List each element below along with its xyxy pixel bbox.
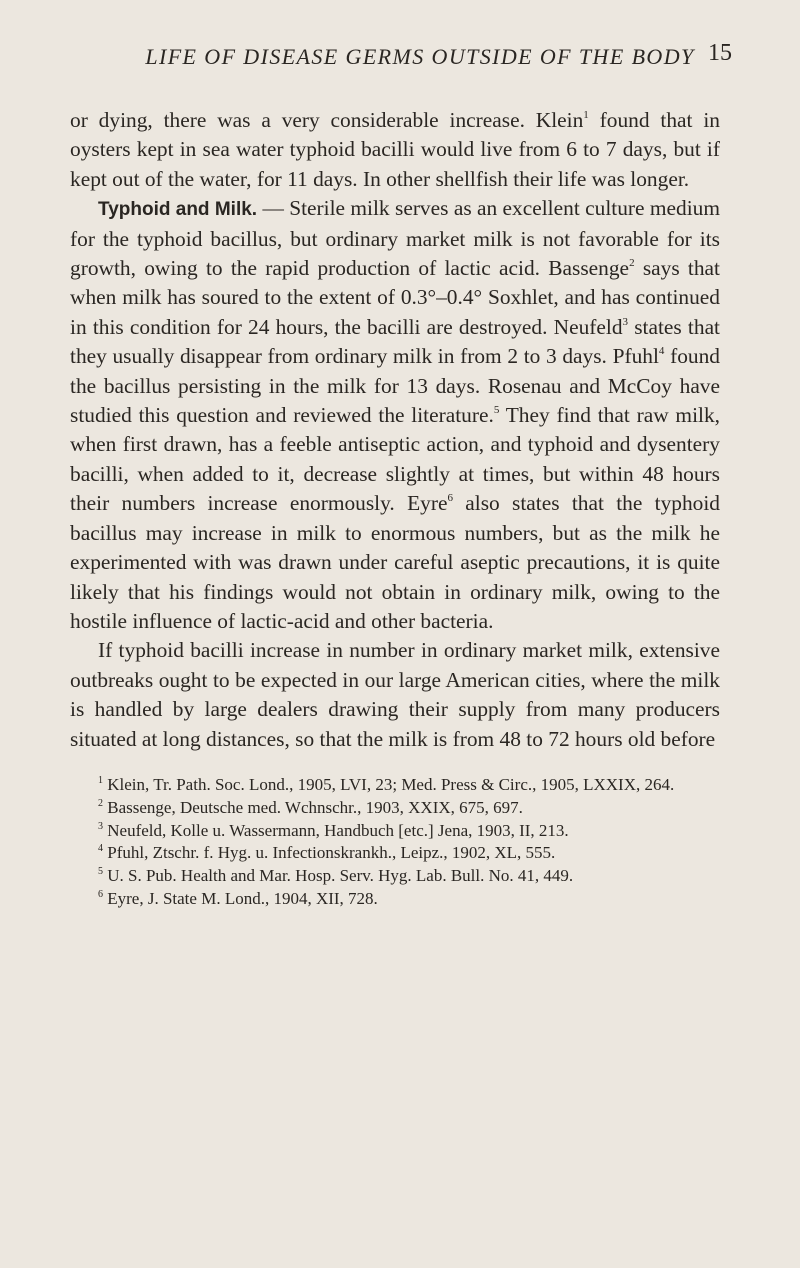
p2-text-b: says that when milk has soured to the extent of 0.3°–0.4° Soxhlet, and has continued in this condition for 24 hours, the bacilli are destroyed. Neufeld bbox=[70, 256, 720, 339]
footnote-3 bbox=[70, 820, 720, 843]
footnote-ref-1: 1 bbox=[583, 109, 589, 121]
footnote-ref-2: 2 bbox=[629, 257, 635, 270]
footnote-text: Pfuhl, Ztschr. f. Hyg. u. Infectionskrankh., Leipz., 1902, XL, 555. bbox=[103, 843, 556, 863]
footnote-text: Neufeld, Kolle u. Wassermann, Handbuch [etc.] Jena, 1903, II, 213. bbox=[103, 820, 569, 840]
p2-text-e: They find that raw milk, when first drawn, has a feeble antiseptic action, and typhoid and dysentery bacilli, when added to it, decrease slightly at times, but within 48 hours their numbers increase enormously. Eyre bbox=[70, 403, 720, 516]
footnote-text: Klein, Tr. Path. Soc. Lond., 1905, LVI, 23; Med. Press & Circ., 1905, LXXIX, 264. bbox=[103, 774, 675, 794]
p2-text-a: — Sterile milk serves as an excellent culture medium for the typhoid bacillus, but ordinary market milk is not favorable for its growth, owing to the rapid production of lactic acid. Bassenge bbox=[70, 196, 720, 281]
paragraph-3: If typhoid bacilli increase in number in ordinary market milk, extensive outbreaks ought to be expected in our large American cities, where the milk is handled by large dealers drawing their supply from many producers situated at long distances, so that the milk is from 48 to 72 hours old before bbox=[70, 638, 720, 751]
footnote-number: 2 bbox=[98, 797, 103, 809]
footnote-text: Bassenge, Deutsche med. Wchnschr., 1903, XXIX, 675, 697. bbox=[103, 797, 523, 817]
footnote-number: 3 bbox=[98, 820, 103, 832]
footnote-4 bbox=[70, 842, 720, 865]
footnote-number: 4 bbox=[98, 843, 103, 855]
footnotes bbox=[70, 774, 720, 911]
section-heading-typhoid-milk: Typhoid and Milk. bbox=[98, 199, 258, 221]
footnote-1 bbox=[70, 774, 720, 797]
footnote-number: 1 bbox=[98, 774, 103, 786]
footnote-ref-3: 3 bbox=[622, 315, 629, 328]
page-number: 15 bbox=[708, 40, 732, 66]
footnote-number: 6 bbox=[98, 888, 103, 900]
p1-text-a: or dying, there was a very considerable increase. Klein bbox=[70, 108, 584, 132]
footnote-2 bbox=[70, 797, 720, 820]
paragraph-2 bbox=[70, 194, 720, 636]
footnote-ref-4: 4 bbox=[658, 345, 665, 358]
footnote-text: U. S. Pub. Health and Mar. Hosp. Serv. Hyg. Lab. Bull. No. 41, 449. bbox=[103, 866, 574, 886]
p1-text-b: found that in oysters kept in sea water typhoid bacilli would live from 6 to 7 days, but if kept out of the water, for 11 days. In other shellfish their life was longer. bbox=[70, 108, 720, 191]
footnote-text: Eyre, J. State M. Lond., 1904, XII, 728. bbox=[103, 888, 378, 908]
footnote-number: 5 bbox=[98, 866, 103, 878]
p2-text-c: states that they usually disappear from ordinary milk in from 2 to 3 days. Pfuhl bbox=[70, 314, 721, 369]
footnote-ref-6: 6 bbox=[447, 492, 453, 505]
footnote-6 bbox=[70, 888, 720, 911]
running-title: LIFE OF DISEASE GERMS OUTSIDE OF THE BODY bbox=[145, 44, 695, 69]
running-header bbox=[70, 40, 732, 84]
footnote-ref-5: 5 bbox=[493, 404, 500, 417]
footnote-5 bbox=[70, 865, 720, 888]
p2-text-f: also states that the typhoid bacillus may increase in milk to enormous numbers, but as the milk he experimented with was drawn under careful aseptic precautions, it is quite likely that his findings would not obtain in ordinary milk, owing to the hostile influence of lactic-acid and other bacteria. bbox=[70, 491, 721, 633]
paragraph-1 bbox=[70, 106, 720, 194]
body-text bbox=[70, 106, 720, 754]
p2-text-d: found the bacillus persisting in the milk for 13 days. Rosenau and McCoy have studied this question and reviewed the literature. bbox=[70, 344, 720, 428]
